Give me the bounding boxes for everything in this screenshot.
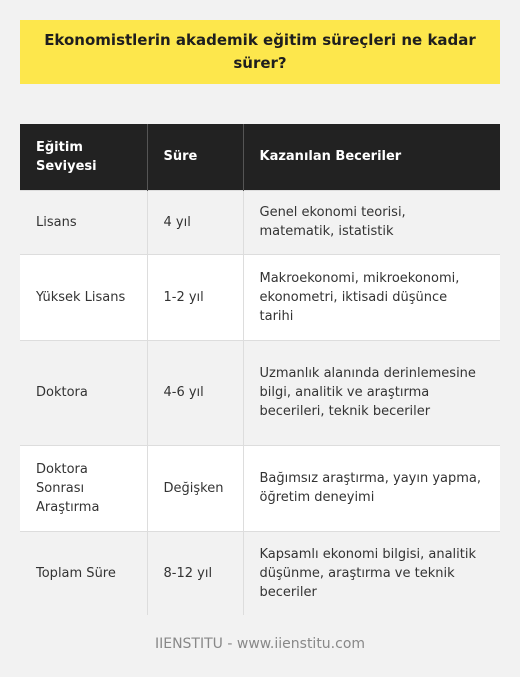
cell-skills: Kapsamlı ekonomi bilgisi, analitik düşünme, araştırma ve teknik beceriler <box>243 531 500 615</box>
cell-education-level: Toplam Süre <box>20 531 147 615</box>
table-row <box>20 254 500 340</box>
table-row <box>20 445 500 531</box>
education-table <box>20 124 500 615</box>
cell-duration: Değişken <box>147 445 243 531</box>
table-header-row <box>20 124 500 190</box>
cell-education-level: Doktora <box>20 340 147 445</box>
title-banner <box>20 20 500 84</box>
cell-skills: Bağımsız araştırma, yayın yapma, öğretim deneyimi <box>243 445 500 531</box>
cell-duration: 1-2 yıl <box>147 254 243 340</box>
table-row <box>20 340 500 445</box>
cell-education-level: Yüksek Lisans <box>20 254 147 340</box>
cell-skills: Genel ekonomi teorisi, matematik, istatistik <box>243 190 500 254</box>
cell-duration: 4 yıl <box>147 190 243 254</box>
table-row <box>20 531 500 615</box>
header-duration: Süre <box>147 124 243 190</box>
header-education-level: Eğitim Seviyesi <box>20 124 147 190</box>
education-table-container <box>20 124 500 615</box>
cell-education-level: Doktora Sonrası Araştırma <box>20 445 147 531</box>
cell-duration: 8-12 yıl <box>147 531 243 615</box>
cell-skills: Makroekonomi, mikroekonomi, ekonometri, iktisadi düşünce tarihi <box>243 254 500 340</box>
cell-education-level: Lisans <box>20 190 147 254</box>
footer-credit: IIENSTITU - www.iienstitu.com <box>154 636 366 652</box>
table-row <box>20 190 500 254</box>
page-title: Ekonomistlerin akademik eğitim süreçleri ne kadar sürer? <box>44 31 476 72</box>
header-skills: Kazanılan Beceriler <box>243 124 500 190</box>
cell-duration: 4-6 yıl <box>147 340 243 445</box>
cell-skills: Uzmanlık alanında derinlemesine bilgi, analitik ve araştırma becerileri, teknik beceriler <box>243 340 500 445</box>
